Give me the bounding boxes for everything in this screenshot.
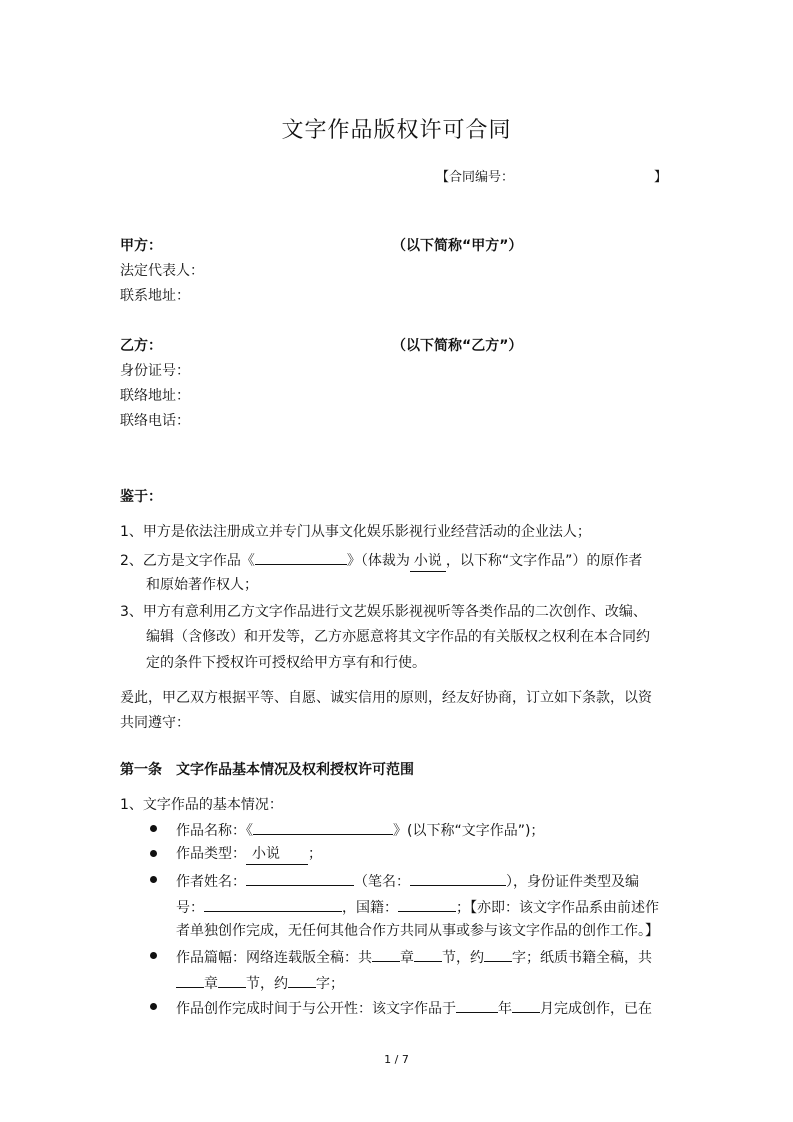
bullet-icon — [150, 1003, 157, 1010]
blank-print-words — [288, 972, 316, 988]
whereas-item-2-cont: 和原始著作权人； — [146, 577, 258, 593]
work-name-suffix: 》(以下称“文字作品”)； — [393, 823, 545, 839]
contract-number — [436, 168, 667, 188]
year-label: 年 — [498, 1001, 512, 1017]
author-note: ；【亦即：该文字作品系由前述作 — [456, 900, 659, 916]
page-number: 1 / 7 — [384, 1053, 409, 1066]
blank-work-name — [253, 819, 393, 835]
completion-line — [176, 997, 652, 1019]
blank-work-title — [255, 549, 347, 565]
whereas-item-3-line3: 定的条件下授权许可授权给甲方享有和行使。 — [146, 655, 426, 671]
author-name-label: 作者姓名： — [176, 874, 246, 890]
author-line-2 — [176, 896, 659, 918]
agreement-paragraph-cont: 共同遵守： — [120, 715, 190, 731]
length-line-2 — [176, 972, 344, 994]
work-type-label: 作品类型： — [176, 846, 246, 862]
blank-author-name — [246, 870, 354, 886]
blank-words — [484, 946, 512, 962]
blank-sections — [414, 946, 442, 962]
whereas-item-2-rest: ，以下称“文字作品”）的原作者 — [445, 553, 643, 569]
bullet-icon — [150, 850, 157, 857]
whereas-item-2-genre-label: 》（体裁为 — [346, 553, 410, 569]
length-label: 作品篇幅：网络连载版全稿：共 — [176, 950, 372, 966]
author-line — [176, 870, 639, 892]
blank-month — [512, 997, 540, 1013]
blank-print-chapters — [176, 972, 204, 988]
party-a-representative: 法定代表人： — [120, 263, 204, 279]
party-a-label: 甲方： — [120, 238, 162, 254]
work-type-suffix: ； — [308, 846, 322, 862]
print-version-label: 字；纸质书籍全稿，共 — [512, 950, 652, 966]
section-label: 节，约 — [442, 950, 484, 966]
contract-number-close: 】 — [654, 170, 668, 185]
whereas-heading: 鉴于： — [120, 489, 162, 505]
work-name-label: 作品名称：《 — [176, 823, 253, 839]
whereas-item-3: 3、甲方有意利用乙方文字作品进行文艺娱乐影视视听等各类作品的二次创作、改编、 — [120, 604, 647, 620]
work-type-value: 小说 — [246, 844, 308, 865]
whereas-item-2-text: 2、乙方是文字作品《 — [120, 553, 255, 569]
blank-pen-name — [410, 870, 506, 886]
document-title: 文字作品版权许可合同 — [281, 118, 512, 143]
print-chapter-label: 章 — [204, 976, 218, 992]
genre-value: 小说 — [410, 551, 446, 572]
section-1-heading: 1、文字作品的基本情况： — [120, 797, 283, 813]
month-label: 月完成创作，已在 — [540, 1001, 652, 1017]
id-number-label: 号： — [176, 900, 204, 916]
id-type-label: ），身份证件类型及编 — [506, 874, 639, 890]
blank-nationality — [398, 896, 456, 912]
party-b-phone: 联络电话： — [120, 413, 190, 429]
length-line — [176, 946, 652, 968]
party-b-address: 联络地址： — [120, 388, 190, 404]
print-words-label: 字； — [316, 976, 344, 992]
chapter-label: 章 — [400, 950, 414, 966]
party-b-id-number: 身份证号： — [120, 363, 190, 379]
party-b-alias: （以下简称“乙方”） — [392, 338, 523, 354]
author-line-3: 者单独创作完成，无任何其他合作方共同从事或参与该文字作品的创作工作。】 — [176, 923, 659, 939]
completion-label: 作品创作完成时间于与公开性：该文字作品于 — [176, 1001, 456, 1017]
work-name-line — [176, 819, 544, 841]
bullet-icon — [150, 876, 157, 883]
nationality-label: ，国籍： — [342, 900, 398, 916]
party-b-label: 乙方： — [120, 338, 162, 354]
whereas-item-3-line2: 编辑（含修改）和开发等，乙方亦愿意将其文字作品的有关版权之权利在本合同约 — [146, 629, 650, 645]
party-a-address: 联系地址： — [120, 288, 190, 304]
bullet-icon — [150, 825, 157, 832]
agreement-paragraph: 爰此，甲乙双方根据平等、自愿、诚实信用的原则，经友好协商，订立如下条款，以资 — [120, 690, 652, 706]
print-section-label: 节，约 — [246, 976, 288, 992]
blank-year — [456, 997, 498, 1013]
blank-id-number — [204, 896, 342, 912]
blank-chapters — [372, 946, 400, 962]
work-type-line — [176, 844, 322, 865]
whereas-item-1: 1、甲方是依法注册成立并专门从事文化娱乐影视行业经营活动的企业法人； — [120, 524, 591, 540]
article-1-heading: 第一条 文字作品基本情况及权利授权许可范围 — [120, 762, 414, 778]
bullet-icon — [150, 952, 157, 959]
pen-name-label: （笔名： — [354, 874, 410, 890]
whereas-item-2 — [120, 549, 642, 572]
party-a-alias: （以下简称“甲方”） — [392, 238, 523, 254]
blank-print-sections — [218, 972, 246, 988]
contract-number-label: 【合同编号： — [436, 170, 515, 185]
